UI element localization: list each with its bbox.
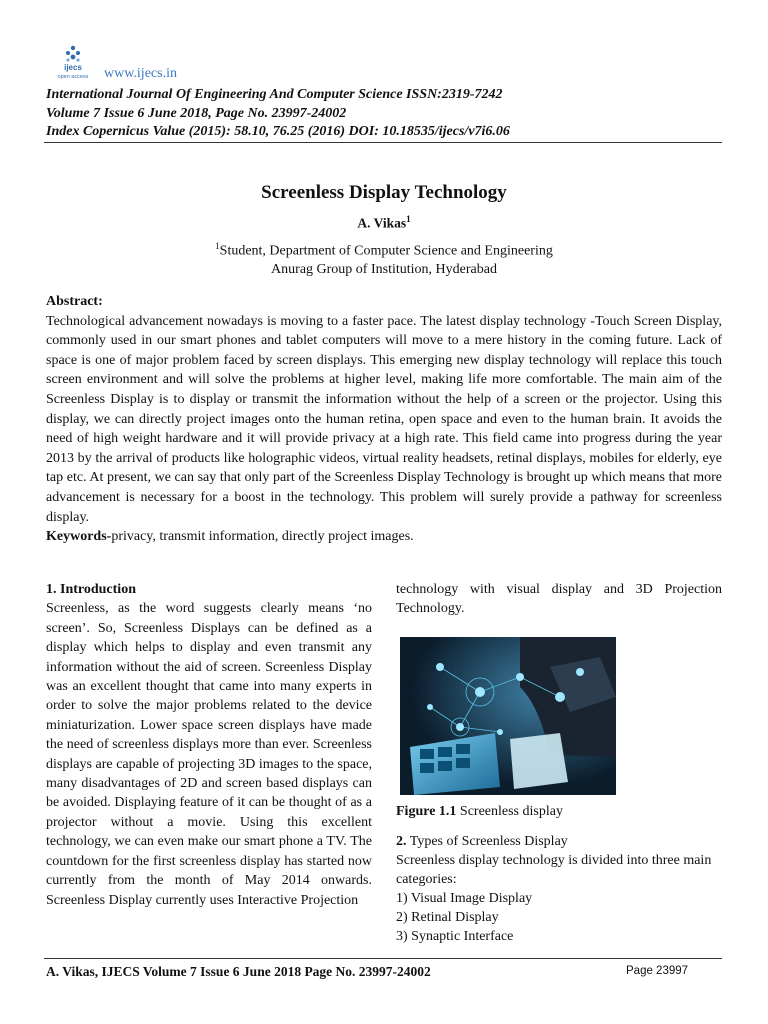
journal-doi-line: Index Copernicus Value (2015): 58.10, 76.25 (2016) DOI: 10.18535/ijecs/v7i6.06 bbox=[46, 124, 510, 139]
introduction-continued: technology with visual display and 3D Projection Technology. bbox=[396, 582, 722, 617]
introduction-heading: 1. Introduction bbox=[46, 582, 136, 597]
footer-rule bbox=[44, 958, 722, 959]
figure-caption: Figure 1.1 Screenless display bbox=[396, 804, 563, 819]
types-section bbox=[396, 832, 722, 946]
header-rule bbox=[44, 142, 722, 143]
list-item: 1) Visual Image Display bbox=[396, 891, 533, 906]
paper-title: Screenless Display Technology bbox=[261, 182, 507, 203]
list-item: 2) Retinal Display bbox=[396, 910, 499, 925]
journal-header bbox=[46, 86, 736, 142]
abstract-heading: Abstract: bbox=[46, 294, 103, 309]
journal-website-link[interactable]: www.ijecs.in bbox=[104, 66, 177, 81]
types-heading: 2. Types of Screenless Display bbox=[396, 834, 568, 849]
list-item: 3) Synaptic Interface bbox=[396, 929, 514, 944]
ijecs-logo-icon bbox=[52, 40, 98, 80]
svg-text:open access: open access bbox=[57, 74, 89, 80]
introduction-section bbox=[46, 580, 372, 910]
paper-author: A. Vikas$^1$ bbox=[357, 214, 411, 231]
figure-screenless-display-image bbox=[400, 637, 616, 795]
journal-issn-line: International Journal Of Engineering And Computer Science ISSN:2319-7242 bbox=[46, 87, 503, 102]
page-number: Page 23997 bbox=[626, 965, 689, 977]
types-intro: Screenless display technology is divided into three main categories: bbox=[396, 853, 712, 887]
author-affiliation: $^1$Student, Department of Computer Science and Engineering Anurag Group of Institution, Hyderabad bbox=[215, 241, 553, 277]
abstract-text: Technological advancement nowadays is moving to a faster pace. The latest display technology -Touch Screen Display, commonly used in our smart phones and tablet computers will move to a mere history in the coming future. Lack of space is one of major problem faced by screen displays. This emerging new display technology will replace this touch screen environment and will solve the problems at higher level, making life more comfortable. The main aim of the Screenless Display is to display or transmit the information without the help of a screen or the projector. Using this display, we can directly project images onto the human retina, open space and even to the human brain. It avoids the need of high weight hardware and it will provide privacy at a high rate. This field came into progress during the year 2013 by the arrival of products like holographic videos, virtual reality headsets, retinal displays, mobiles for elderly, eye tap etc. At present, we can say that only part of the Screenless Display Technology is brought up which means that more advancement is necessary for a boost in the technology. This problem will surely provide a pathway for screenless display. bbox=[46, 313, 722, 525]
footer-citation: A. Vikas, IJECS Volume 7 Issue 6 June 2018 Page No. 23997-24002 bbox=[46, 964, 431, 979]
introduction-text: Screenless, as the word suggests clearly means ‘no screen’. So, Screenless Displays can be defined as a display which helps to display and even transmit any information without the aid of screen. Screenless Display was an excellent thought that came into many experts in order to solve the major problems related to the device miniaturization. Lower space screen displays have made the need of screenless displays more than ever. Screenless displays are capable of projecting 3D images to the space, many disadvantages of 2D and screen based displays can be avoided. Displaying feature of it can be thought of as a projector without a movie. Using this excellent technology, we can even make our smart phone a TV. The countdown for the first screenless display has started now currently from the month of May 2014 onwards. Screenless Display currently uses Interactive Projection bbox=[46, 601, 372, 908]
journal-volume-line: Volume 7 Issue 6 June 2018, Page No. 23997-24002 bbox=[46, 105, 347, 121]
keywords-line: Keywords-privacy, transmit information, directly project images. bbox=[46, 529, 414, 545]
abstract-section bbox=[46, 292, 722, 547]
svg-text:ijecs: ijecs bbox=[64, 63, 82, 72]
